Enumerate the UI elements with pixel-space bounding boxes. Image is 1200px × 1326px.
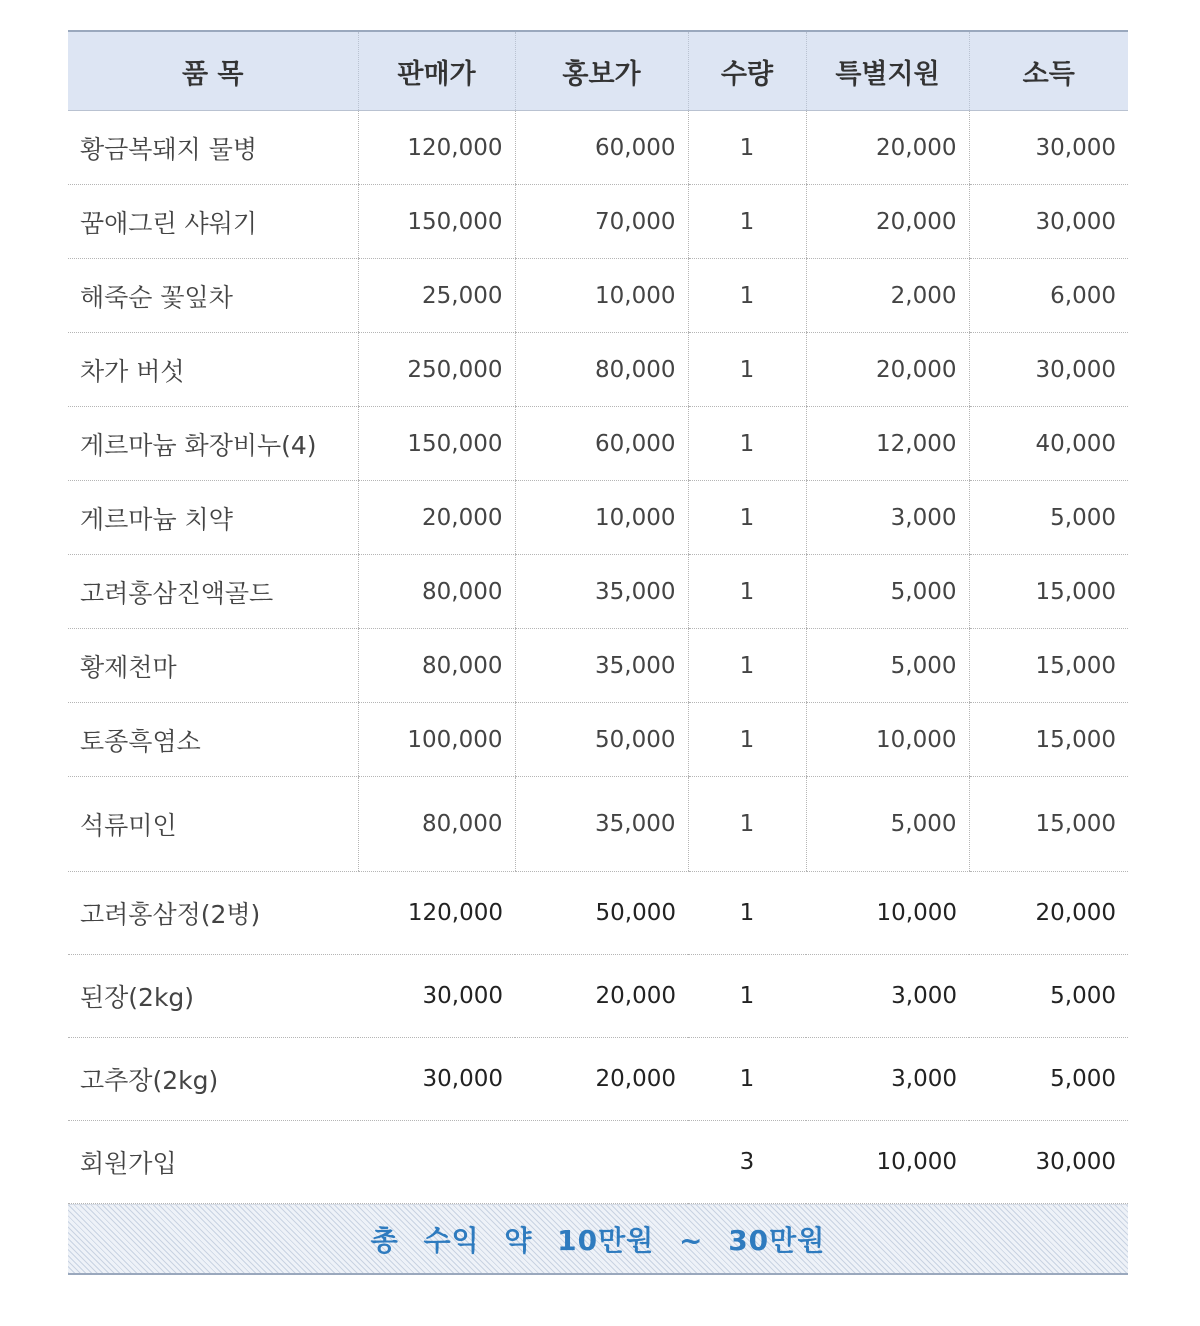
cell-income: 15,000	[969, 703, 1128, 777]
table-row	[68, 555, 1128, 629]
cell-special-support: 10,000	[806, 1121, 969, 1204]
cell-item: 차가 버섯	[68, 333, 358, 407]
header-promo-price: 홍보가	[515, 31, 688, 111]
cell-quantity: 1	[688, 407, 806, 481]
cell-sale-price: 100,000	[358, 703, 515, 777]
cell-promo-price: 10,000	[515, 259, 688, 333]
header-sale-price: 판매가	[358, 31, 515, 111]
cell-quantity: 1	[688, 629, 806, 703]
cell-quantity: 1	[688, 555, 806, 629]
table-row	[68, 629, 1128, 703]
cell-quantity: 1	[688, 703, 806, 777]
cell-promo-price: 60,000	[515, 407, 688, 481]
cell-quantity: 1	[688, 1038, 806, 1121]
cell-item: 회원가입	[68, 1121, 358, 1204]
table-row	[68, 259, 1128, 333]
cell-income: 30,000	[969, 1121, 1128, 1204]
cell-special-support: 10,000	[806, 872, 969, 955]
table-row	[68, 703, 1128, 777]
cell-special-support: 10,000	[806, 703, 969, 777]
product-income-table	[68, 30, 1128, 1204]
cell-promo-price: 80,000	[515, 333, 688, 407]
cell-income: 40,000	[969, 407, 1128, 481]
cell-income: 5,000	[969, 955, 1128, 1038]
cell-special-support: 3,000	[806, 955, 969, 1038]
cell-item: 고추장(2kg)	[68, 1038, 358, 1121]
cell-income: 20,000	[969, 872, 1128, 955]
table-row	[68, 111, 1128, 185]
cell-promo-price: 20,000	[515, 955, 688, 1038]
cell-sale-price: 80,000	[358, 555, 515, 629]
cell-income: 5,000	[969, 481, 1128, 555]
cell-sale-price: 80,000	[358, 629, 515, 703]
cell-income: 15,000	[969, 777, 1128, 872]
cell-item: 고려홍삼정(2병)	[68, 872, 358, 955]
cell-income: 5,000	[969, 1038, 1128, 1121]
cell-promo-price: 20,000	[515, 1038, 688, 1121]
cell-special-support: 20,000	[806, 333, 969, 407]
cell-sale-price: 30,000	[358, 955, 515, 1038]
cell-item: 황금복돼지 물병	[68, 111, 358, 185]
cell-promo-price: 35,000	[515, 555, 688, 629]
cell-sale-price: 25,000	[358, 259, 515, 333]
cell-quantity: 1	[688, 872, 806, 955]
cell-item: 석류미인	[68, 777, 358, 872]
cell-quantity: 1	[688, 185, 806, 259]
cell-item: 게르마늄 치약	[68, 481, 358, 555]
cell-promo-price: 70,000	[515, 185, 688, 259]
cell-sale-price: 20,000	[358, 481, 515, 555]
cell-quantity: 3	[688, 1121, 806, 1204]
table-row	[68, 407, 1128, 481]
cell-special-support: 3,000	[806, 481, 969, 555]
cell-special-support: 20,000	[806, 185, 969, 259]
cell-special-support: 5,000	[806, 777, 969, 872]
cell-sale-price	[358, 1121, 515, 1204]
cell-sale-price: 80,000	[358, 777, 515, 872]
cell-income: 6,000	[969, 259, 1128, 333]
cell-item: 게르마늄 화장비누(4)	[68, 407, 358, 481]
cell-sale-price: 150,000	[358, 185, 515, 259]
cell-sale-price: 120,000	[358, 111, 515, 185]
table-row	[68, 777, 1128, 872]
cell-special-support: 20,000	[806, 111, 969, 185]
cell-item: 고려홍삼진액골드	[68, 555, 358, 629]
cell-special-support: 12,000	[806, 407, 969, 481]
table-row	[68, 333, 1128, 407]
total-income-banner: 총 수익 약 10만원 ~ 30만원	[68, 1204, 1128, 1275]
cell-quantity: 1	[688, 111, 806, 185]
cell-item: 토종흑염소	[68, 703, 358, 777]
cell-special-support: 5,000	[806, 555, 969, 629]
cell-quantity: 1	[688, 259, 806, 333]
cell-promo-price: 35,000	[515, 777, 688, 872]
table-header-row	[68, 31, 1128, 111]
cell-income: 30,000	[969, 111, 1128, 185]
header-special-support: 특별지원	[806, 31, 969, 111]
cell-sale-price: 250,000	[358, 333, 515, 407]
table-row	[68, 185, 1128, 259]
header-item: 품 목	[68, 31, 358, 111]
table-row	[68, 872, 1128, 955]
cell-item: 된장(2kg)	[68, 955, 358, 1038]
header-quantity: 수량	[688, 31, 806, 111]
cell-promo-price	[515, 1121, 688, 1204]
table-row	[68, 955, 1128, 1038]
cell-promo-price: 35,000	[515, 629, 688, 703]
cell-special-support: 2,000	[806, 259, 969, 333]
cell-quantity: 1	[688, 333, 806, 407]
cell-quantity: 1	[688, 955, 806, 1038]
cell-promo-price: 10,000	[515, 481, 688, 555]
table-row	[68, 1038, 1128, 1121]
cell-promo-price: 50,000	[515, 703, 688, 777]
cell-sale-price: 120,000	[358, 872, 515, 955]
cell-sale-price: 30,000	[358, 1038, 515, 1121]
cell-income: 30,000	[969, 333, 1128, 407]
cell-sale-price: 150,000	[358, 407, 515, 481]
cell-income: 30,000	[969, 185, 1128, 259]
product-income-table-wrapper	[68, 30, 1128, 1275]
table-row	[68, 481, 1128, 555]
cell-item: 황제천마	[68, 629, 358, 703]
cell-income: 15,000	[969, 629, 1128, 703]
cell-quantity: 1	[688, 777, 806, 872]
cell-quantity: 1	[688, 481, 806, 555]
cell-special-support: 3,000	[806, 1038, 969, 1121]
header-income: 소득	[969, 31, 1128, 111]
cell-item: 해죽순 꽃잎차	[68, 259, 358, 333]
cell-income: 15,000	[969, 555, 1128, 629]
cell-promo-price: 60,000	[515, 111, 688, 185]
cell-special-support: 5,000	[806, 629, 969, 703]
cell-promo-price: 50,000	[515, 872, 688, 955]
table-row	[68, 1121, 1128, 1204]
cell-item: 꿈애그린 샤워기	[68, 185, 358, 259]
